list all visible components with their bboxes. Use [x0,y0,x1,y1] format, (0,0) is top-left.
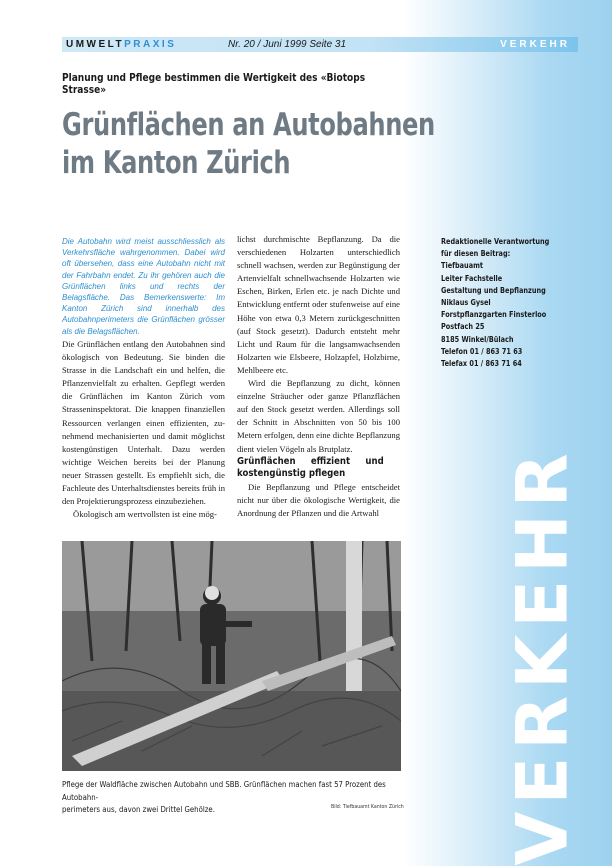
contact-line: Tiefbauamt [441,261,484,271]
contact-line: Redaktionelle Verantwortung [441,237,550,246]
section-subhead: Grünflächen effizient und kostengünstig pflegen [237,455,384,480]
article-headline [62,106,435,182]
photo-illustration [62,541,401,771]
body-paragraph: Die Grünflächen entlang den Autobahnen sind ökologisch von Bedeutung. Sie binden die Strasse in die Landschaft ein und helfen, die Pflanzenvielfalt zu erhalten. Gepflegt werden die Grünflächen im Kanton Zürich vom Strasseninspektorat. Die knappen finanziellen Ressourcen verlangen einen effizienten, zu-nehmend mechanisierten und damit möglichst kostengünstigen Unterhalt. Dazu werden wichtige Weichen bereits bei der Planung neuer Strassen gestellt. Es empfiehlt sich, die Fachleute des Unterhaltsdienstes bereits früh in den Projektierungsprozess einzubeziehen. [62,339,225,507]
caption-line-1: Pflege der Waldfläche zwischen Autobahn und SBB. Grünflächen machen fast 57 Prozent des Autobahn- [62,779,386,802]
lead-paragraph: Die Autobahn wird meist ausschliesslich als Verkehrsfläche wahrgenommen. Dabei wird oft übersehen, dass eine Autobahn nicht mit der Fahrbahn endet. Zu ihr gehören auch die Grünflächen links und rechts der Belagsfläche. Das Bemerkenswerte: Im Kanton Zürich sind innerhalb des Autobahnperimeters die Grünflächen grösser als die Belagsflächen. [62,237,225,336]
contact-line: Postfach 25 [441,322,485,332]
body-column-1 [62,338,225,521]
section-label: VERKEHR [500,39,570,50]
body-paragraph: Ökologisch am wertvollsten ist eine mög- [73,509,217,520]
photo-credit: Bild: Tiefbauamt Kanton Zürich [331,804,404,810]
headline-line-2: im Kanton Zürich [62,145,291,181]
photo-caption [62,778,402,816]
headline-line-1: Grünflächen an Autobahnen [62,107,435,143]
contact-box [441,236,579,370]
body-paragraph: Die Bepflanzung und Pflege entscheidet nicht nur über die ökologische Wertigkeit, die Anordnung der Pflanzen und die Artwahl [237,481,400,518]
contact-line: Niklaus Gysel [441,298,491,308]
magazine-brand [66,37,176,52]
contact-line: für diesen Beitrag: [441,249,511,259]
contact-line: Telefax 01 / 863 71 64 [441,359,522,369]
contact-line: Telefon 01 / 863 71 63 [441,346,523,356]
body-column-2 [237,233,400,520]
brand-accent: PRAXIS [124,39,177,50]
issue-info: Nr. 20 / Juni 1999 Seite 31 [228,39,347,50]
vertical-section-text: VERKEHR [502,446,585,866]
contact-line: Gestaltung und Bepflanzung [441,285,546,295]
body-paragraph: Wird die Bepflanzung zu dicht, können einzelne Sträucher oder ganze Pflanzflächen auf den Stock gesetzt werden. Allerdings soll der Schnitt in Abschnitten von 50 bis 100 Metern erfolgen, denn eine dichte Bepflanzung dient vielen Vögeln als Brutplatz. [237,378,400,454]
body-paragraph: lichst durchmischte Bepflanzung. Da die verschiedenen Holzarten unterschiedlich schnell wachsen, werden zur Begünstigung der Artenvielfalt schnellwachsende Holzarten wie Eschen, Birken, Erlen etc. je nach Dichte und Entwicklung entfernt oder stufenweise auf eine Höhe von etwa 0,3 Metern zurückgeschnitten (auf Stock gesetzt). Dadurch entsteht mehr Licht und Raum für die langsamwachsenden Holzarten wie Elsbeere, Holzapfel, Holzbirne, Mehlbeere etc. [237,234,400,375]
contact-line: Forstpflanzgarten Finsterloo [441,310,547,320]
vertical-section-label [498,446,588,866]
contact-line: Leiter Fachstelle [441,273,503,283]
caption-line-2: perimeters aus, davon zwei Drittel Gehölze. [62,804,215,815]
contact-line: 8185 Winkel/Bülach [441,334,514,344]
forest-work-photo [62,541,401,771]
running-header [62,37,578,52]
kicker: Planung und Pflege bestimmen die Wertigkeit des «Biotops Strasse» [62,72,366,96]
brand-main: UMWELT [66,39,125,50]
